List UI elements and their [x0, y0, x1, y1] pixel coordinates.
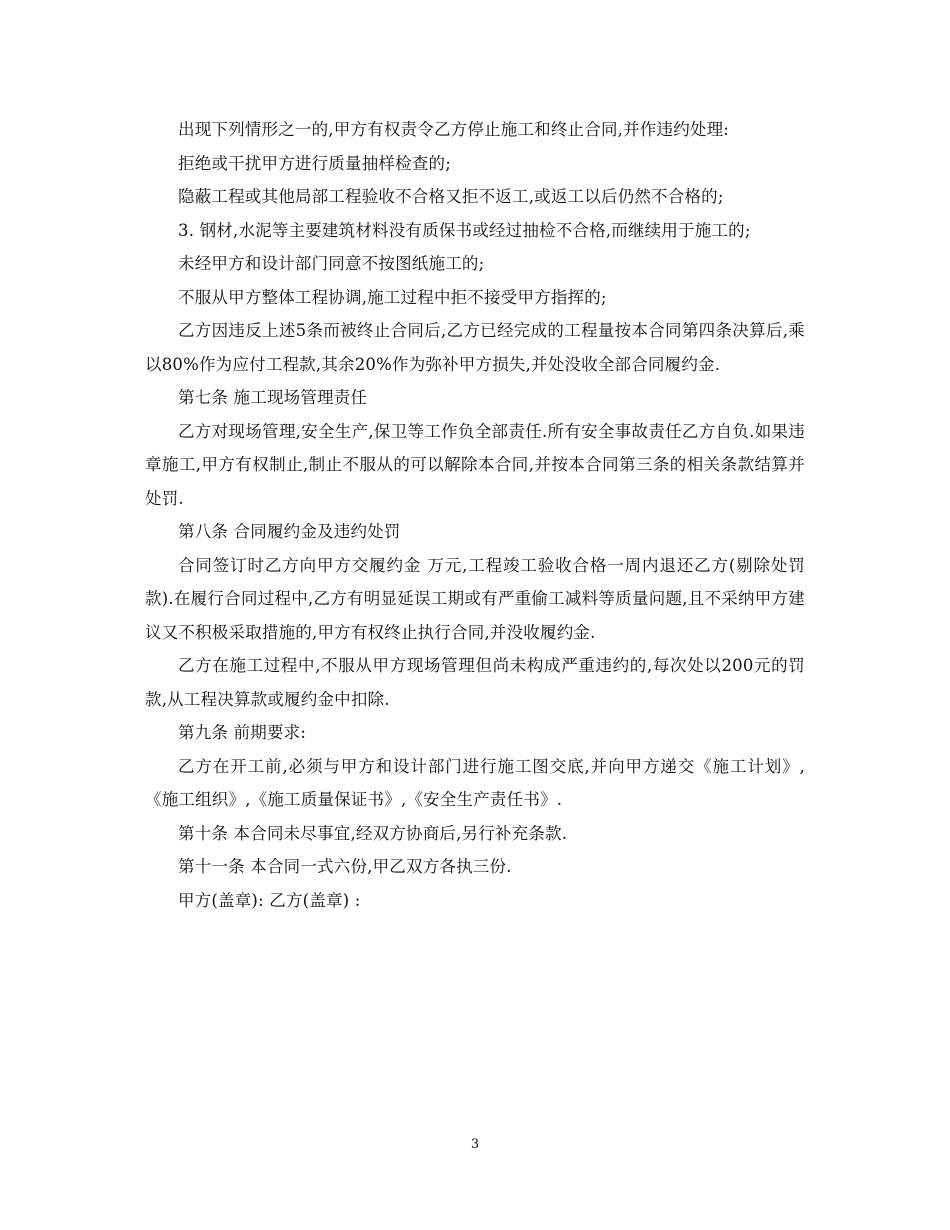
- paragraph-performance-bond: 合同签订时乙方向甲方交履约金 万元,工程竣工验收合格一周内退还乙方(剔除处罚款).在履行合同过程中,乙方有明显延误工期或有严重偷工减料等质量问题,且不采纳甲方建议又不积极采取措施的,甲方有权终止执行合同,并没收履约金.: [145, 555, 805, 642]
- heading-article-9: 第九条 前期要求:: [178, 723, 307, 742]
- heading-article-7: 第七条 施工现场管理责任: [178, 388, 368, 407]
- paragraph-hidden-works-failure: 隐蔽工程或其他局部工程验收不合格又拒不返工,或返工以后仍然不合格的;: [178, 187, 724, 206]
- paragraph-article-10: 第十条 本合同未尽事宜,经双方协商后,另行补充条款.: [178, 823, 568, 843]
- paragraph-coordination: 不服从甲方整体工程协调,施工过程中拒不接受甲方指挥的;: [178, 287, 607, 307]
- paragraph-materials-certificate: 3. 钢材,水泥等主要建筑材料没有质保书或经过抽检不合格,而继续用于施工的;: [178, 220, 751, 240]
- paragraph-site-management: 乙方对现场管理,安全生产,保卫等工作负全部责任.所有安全事故责任乙方自负.如果违章施工,甲方有权制止,制止不服从的可以解除本合同,并按本合同第三条的相关条款结算并处罚.: [145, 421, 805, 508]
- paragraph-article-11: 第十一条 本合同一式六份,甲乙双方各执三份.: [178, 857, 512, 876]
- paragraph-termination-conditions: 出现下列情形之一的,甲方有权责令乙方停止施工和终止合同,并作违约处理:: [178, 120, 730, 139]
- document-body: [145, 113, 805, 917]
- heading-article-8: 第八条 合同履约金及违约处罚: [178, 522, 401, 541]
- paragraph-drawings-compliance: 未经甲方和设计部门同意不按图纸施工的;: [178, 254, 485, 273]
- page-number: 3: [470, 1137, 480, 1152]
- paragraph-refuse-inspection: 拒绝或干扰甲方进行质量抽样检查的;: [178, 153, 451, 173]
- paragraph-signatures: 甲方(盖章): 乙方(盖章) :: [178, 890, 361, 910]
- paragraph-settlement-after-termination: 乙方因违反上述5条而被终止合同后,乙方已经完成的工程量按本合同第四条决算后,乘以80%作为应付工程款,其余20%作为弥补甲方损失,并处没收全部合同履约金.: [145, 321, 805, 374]
- paragraph-penalty: 乙方在施工过程中,不服从甲方现场管理但尚未构成严重违约的,每次处以200元的罚款,从工程决算款或履约金中扣除.: [145, 656, 805, 709]
- paragraph-preliminary-requirements: 乙方在开工前,必须与甲方和设计部门进行施工图交底,并向甲方递交《施工计划》,《施工组织》,《施工质量保证书》,《安全生产责任书》.: [145, 756, 805, 809]
